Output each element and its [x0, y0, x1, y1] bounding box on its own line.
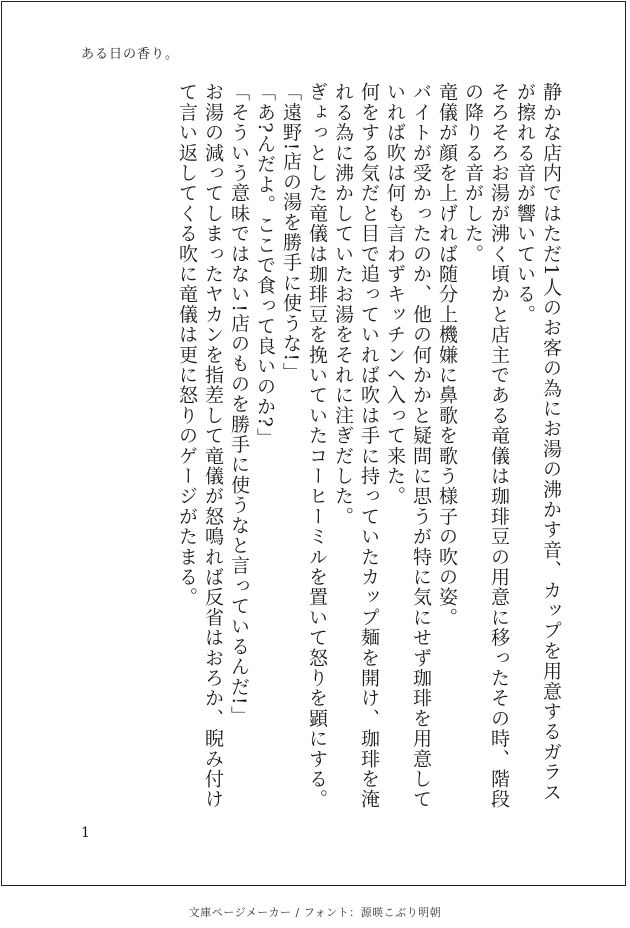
dialogue-line: 「そういう意味ではない!店のものを勝手に使うなと言っているんだ!」 [228, 82, 250, 726]
footer-credit: 文庫ページメーカー / フォント：源暎こぶり明朝 [188, 906, 442, 919]
dialogue-line: 「あ?んだよ。ここで食って良いのか?」 [254, 82, 276, 449]
paragraph: お湯の減ってしまったヤカンを指差して竜儀が怒鳴れば反省はおろか、睨み付けて言い返してくる吹に竜儀は更に怒りのゲージがたまる。 [176, 82, 224, 810]
paragraph: ぎょっとした竜儀は珈琲豆を挽いていたコーヒーミルを置いて怒りを顕にする。 [306, 82, 328, 810]
paragraph: 何をする気だと目で追っていれば吹は手に持っていたカップ麺を開け、珈琲を淹れる為に沸かしていたお湯をそれに注ぎだした。 [332, 82, 380, 810]
paragraph: バイトが受かったのか、他の何かかと疑問に思うが特に気にせず珈琲を用意していれば吹は何も言わずキッチンへ入って来た。 [384, 82, 432, 810]
running-title: ある日の香り。 [81, 47, 180, 62]
paragraph: 静かな店内ではただ1人のお客の為にお湯の沸かす音、カップを用意するガラスが擦れる音が響いている。 [514, 82, 562, 803]
paragraph: 竜儀が顔を上げれば随分上機嫌に鼻歌を歌う様子の吹の姿。 [436, 82, 458, 628]
body-text [174, 82, 564, 822]
paragraph: そろそろお湯が沸く頃かと店主である竜儀は珈琲豆の用意に移ったその時、階段の降りる音がした。 [462, 82, 510, 810]
dialogue-line: 「遠野!店の湯を勝手に使うな!」 [280, 82, 302, 383]
page-number: 1 [81, 825, 90, 841]
